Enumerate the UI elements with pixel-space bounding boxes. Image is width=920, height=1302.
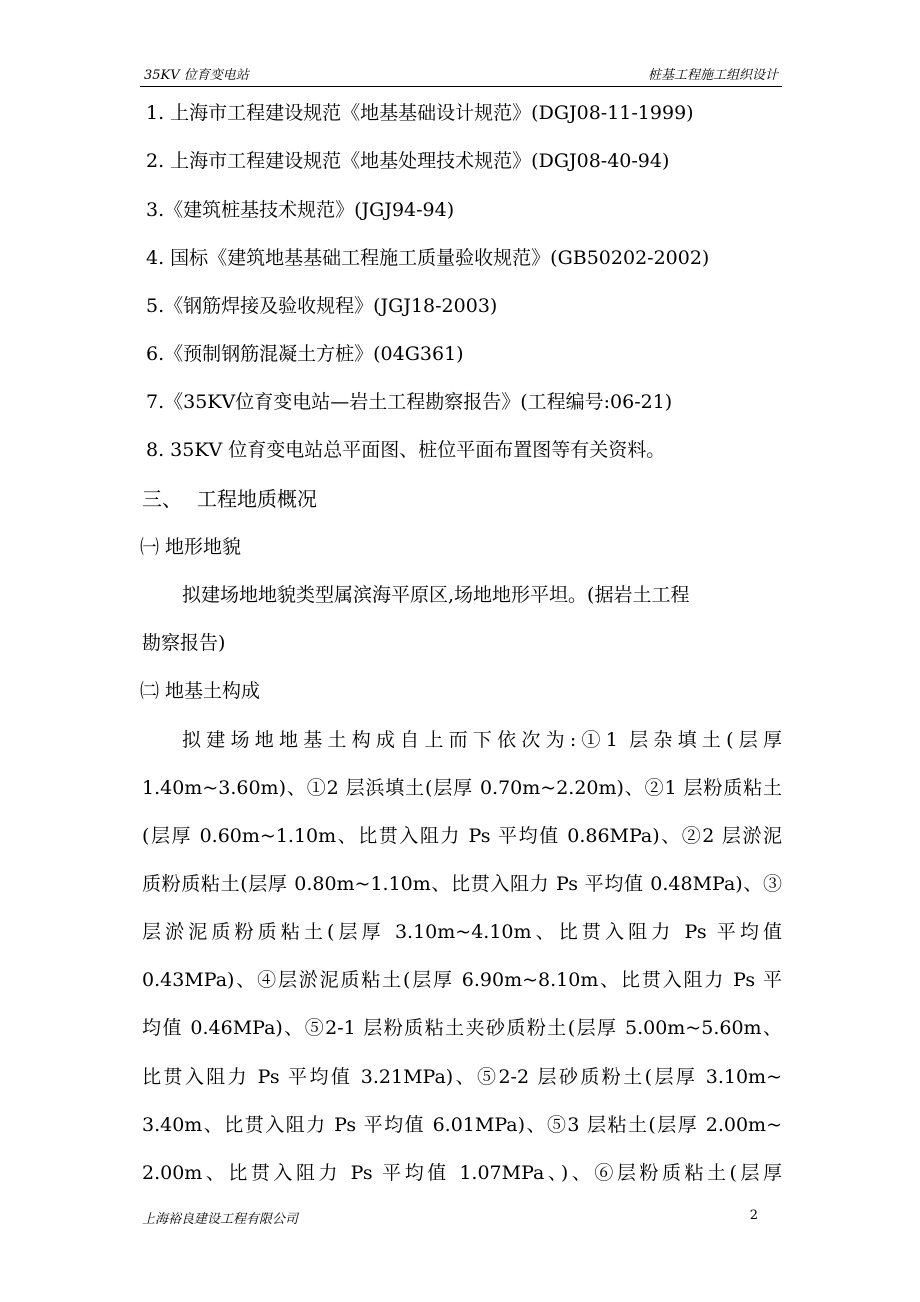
- paragraph-line: 1.40m~3.60m)、①2 层浜填土(层厚 0.70m~2.20m)、②1 层粉质粘土: [142, 777, 782, 799]
- header-left-title: 35KV 位育变电站: [144, 68, 249, 83]
- paragraph-line: 层淤泥质粉质粘土(层厚 3.10m~4.10m、比贯入阻力 Ps 平均值: [142, 921, 782, 943]
- header-right-title: 桩基工程施工组织设计: [647, 68, 778, 83]
- paragraph-line: 3.40m、比贯入阻力 Ps 平均值 6.01MPa)、⑤3 层粘土(层厚 2.00m~: [142, 1114, 782, 1136]
- footer-company: 上海裕良建设工程有限公司: [142, 1212, 299, 1227]
- reference-item: 8. 35KV 位育变电站总平面图、桩位平面布置图等有关资料。: [146, 439, 666, 461]
- paragraph-line: 质粉质粘土(层厚 0.80m~1.10m、比贯入阻力 Ps 平均值 0.48MPa)、③: [142, 873, 782, 895]
- section-title: 工程地质概况: [197, 487, 317, 511]
- reference-item: 3.《建筑桩基技术规范》(JGJ94-94): [146, 199, 455, 221]
- paragraph-line: 均值 0.46MPa)、⑤2-1 层粉质粘土夹砂质粉土(层厚 5.00m~5.60m、: [142, 1017, 782, 1039]
- reference-item: 6.《预制钢筋混凝土方桩》(04G361): [146, 343, 464, 365]
- section-heading: [142, 487, 317, 511]
- paragraph-line: 拟建场地地基土构成自上而下依次为:①1 层杂填土(层厚: [182, 729, 782, 751]
- reference-item: 4. 国标《建筑地基基础工程施工质量验收规范》(GB50202-2002): [146, 247, 710, 269]
- section-number: 三、: [142, 487, 182, 511]
- subsection-title: ㈡ 地基土构成: [140, 680, 261, 702]
- page-header: [140, 62, 782, 87]
- paragraph-line: 0.43MPa)、④层淤泥质粘土(层厚 6.90m~8.10m、比贯入阻力 Ps 平: [142, 969, 782, 991]
- subsection-title: ㈠ 地形地貌: [140, 536, 242, 558]
- page-footer: [140, 1208, 782, 1228]
- reference-item: 7.《35KV位育变电站—岩土工程勘察报告》(工程编号:06-21): [146, 391, 673, 413]
- paragraph-line: 比贯入阻力 Ps 平均值 3.21MPa)、⑤2-2 层砂质粉土(层厚 3.10m~: [142, 1066, 782, 1088]
- reference-item: 1. 上海市工程建设规范《地基基础设计规范》(DGJ08-11-1999): [146, 102, 694, 124]
- paragraph-line: 勘察报告): [142, 632, 226, 654]
- reference-item: 5.《钢筋焊接及验收规程》(JGJ18-2003): [146, 295, 498, 317]
- paragraph-line: (层厚 0.60m~1.10m、比贯入阻力 Ps 平均值 0.86MPa)、②2 层淤泥: [142, 825, 782, 847]
- paragraph-line: 拟建场地地貌类型属滨海平原区,场地地形平坦。(据岩土工程: [182, 584, 690, 606]
- page-number: 2: [749, 1208, 758, 1223]
- paragraph-line: 2.00m、比贯入阻力 Ps 平均值 1.07MPa、)、⑥层粉质粘土(层厚: [142, 1162, 782, 1184]
- reference-item: 2. 上海市工程建设规范《地基处理技术规范》(DGJ08-40-94): [146, 150, 670, 172]
